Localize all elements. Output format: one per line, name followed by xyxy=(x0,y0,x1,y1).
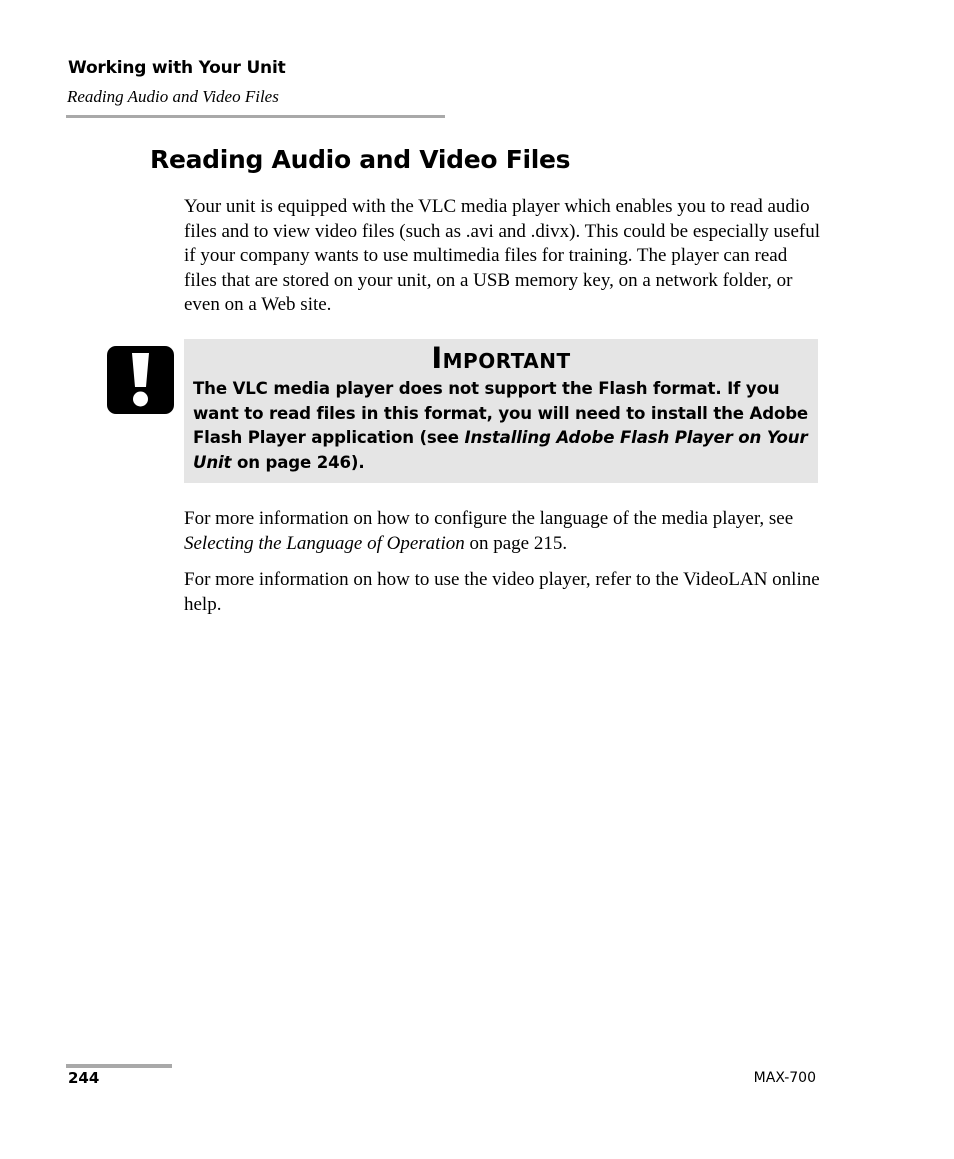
important-text-before: The VLC media player does not support the Flash format. If you want to read files in this format, you will need to install the Adobe Flash Player application (see xyxy=(193,379,809,447)
language-paragraph-after: on page 215. xyxy=(464,532,568,554)
footer-divider xyxy=(66,1064,172,1068)
language-paragraph xyxy=(184,507,824,556)
section-title: Reading Audio and Video Files xyxy=(150,145,571,174)
language-paragraph-before: For more information on how to configure the language of the media player, see xyxy=(184,508,794,529)
intro-paragraph: Your unit is equipped with the VLC media player which enables you to read audio files and to view video files (such as .avi and .divx). This could be especially useful if your company wants to use multimedia files for training. The player can read files that are stored on your unit, on a USB memory key, on a network folder, or even on a Web site. xyxy=(184,196,820,315)
exclamation-icon xyxy=(107,346,174,414)
important-text xyxy=(193,377,811,475)
page-number: 244 xyxy=(68,1069,100,1087)
running-header-section: Reading Audio and Video Files xyxy=(67,87,279,106)
important-reference: Installing Adobe Flash Player on Your Unit xyxy=(193,428,808,472)
product-name: MAX-700 xyxy=(753,1070,816,1086)
header-divider xyxy=(66,115,445,118)
important-note xyxy=(184,339,818,483)
videolan-paragraph: For more information on how to use the video player, refer to the VideoLAN online help. xyxy=(184,569,820,615)
important-text-after: on page 246). xyxy=(231,452,365,472)
running-header-chapter: Working with Your Unit xyxy=(68,58,286,78)
language-reference: Selecting the Language of Operation xyxy=(184,532,465,554)
important-heading: Important xyxy=(431,341,571,375)
